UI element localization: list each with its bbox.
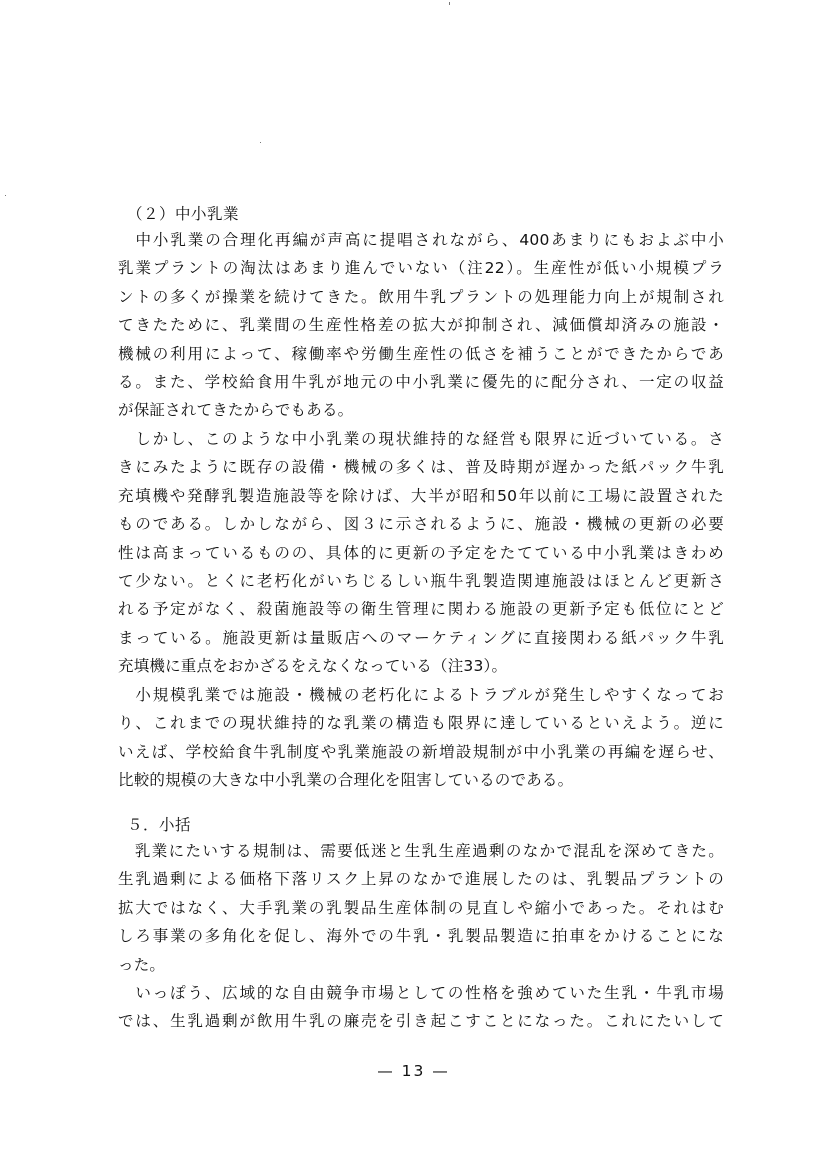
section-5-heading: ５．小括	[127, 816, 192, 834]
section-5-paragraph-2	[118, 979, 724, 1036]
text-line: 充填機に重点をおかざるをえなくなっている（注33）。	[118, 657, 508, 676]
text-line: て少ない。とくに老朽化がいちじるしい瓶牛乳製造関連施設はほとんど更新さ	[118, 571, 724, 590]
section-2-heading: （２）中小乳業	[127, 205, 240, 223]
section-2-paragraph-3	[118, 681, 724, 795]
text-line: しろ事業の多角化を促し、海外での牛乳・乳製品製造に拍車をかけることにな	[118, 927, 724, 946]
text-line: ものである。しかしながら、図３に示されるように、施設・機械の更新の必要	[118, 515, 724, 534]
text-line: しかし、このような中小乳業の現状維持的な経営も限界に近づいている。さ	[118, 430, 724, 448]
text-line: いえば、学校給食牛乳制度や乳業施設の新増設規制が中小乳業の再編を遅らせ、	[118, 742, 724, 761]
section-2-paragraph-1	[118, 226, 724, 425]
text-line: 中小乳業の合理化再編が声高に提唱されながら、400あまりにもおよぶ中小	[118, 231, 724, 249]
text-line: 比較的規模の大きな中小乳業の合理化を阻害しているのである。	[118, 771, 574, 790]
text-line: 乳業にたいする規制は、需要低迷と生乳生産過剰のなかで混乱を深めてきた。	[118, 842, 724, 860]
text-line: では、生乳過剰が飲用牛乳の廉売を引き起こすことになった。これにたいして	[118, 1012, 724, 1031]
section-5-paragraph-1	[118, 837, 724, 979]
text-line: る。また、学校給食用牛乳が地元の中小乳業に優先的に配分され、一定の収益	[118, 372, 724, 391]
text-line: 生乳過剰による価格下落リスク上昇のなかで進展したのは、乳製品プラントの	[118, 870, 724, 889]
section-2-paragraph-2	[118, 425, 724, 681]
text-line: 機械の利用によって、稼働率や労働生産性の低さを補うことができたからであ	[118, 344, 724, 363]
scan-speck	[5, 195, 6, 196]
text-line: 性は高まっているものの、具体的に更新の予定をたてている中小乳業はきわめ	[118, 543, 724, 562]
text-line: きにみたように既存の設備・機械の多くは、普及時期が遅かった紙パック牛乳	[118, 458, 724, 477]
text-line: ントの多くが操業を続けてきた。飲用牛乳プラントの処理能力向上が規制され	[118, 287, 724, 306]
text-line: 乳業プラントの淘汰はあまり進んでいない（注22）。生産性が低い小規模プラ	[118, 259, 724, 278]
text-line: まっている。施設更新は量販店へのマーケティングに直接関わる紙パック牛乳	[118, 628, 724, 647]
text-line: った。	[118, 955, 166, 974]
page-number: — 13 —	[377, 1062, 450, 1080]
text-line: 充填機や発酵乳製造施設等を除けば、大半が昭和50年以前に工場に設置された	[118, 486, 724, 505]
text-line: が保証されてきたからでもある。	[118, 401, 354, 420]
text-line: てきたために、乳業間の生産性格差の拡大が抑制され、減価償却済みの施設・	[118, 316, 724, 335]
text-line: いっぽう、広域的な自由競争市場としての性格を強めていた生乳・牛乳市場	[118, 984, 724, 1002]
text-line: り、これまでの現状維持的な乳業の構造も限界に達しているといえよう。逆に	[118, 714, 724, 733]
scan-speck	[260, 142, 261, 143]
scan-speck	[449, 2, 450, 5]
text-line: れる予定がなく、殺菌施設等の衛生管理に関わる施設の更新予定も低位にとど	[118, 600, 724, 619]
text-line: 拡大ではなく、大手乳業の乳製品生産体制の見直しや縮小であった。それはむ	[118, 898, 724, 917]
text-line: 小規模乳業では施設・機械の老朽化によるトラブルが発生しやすくなってお	[118, 686, 724, 704]
